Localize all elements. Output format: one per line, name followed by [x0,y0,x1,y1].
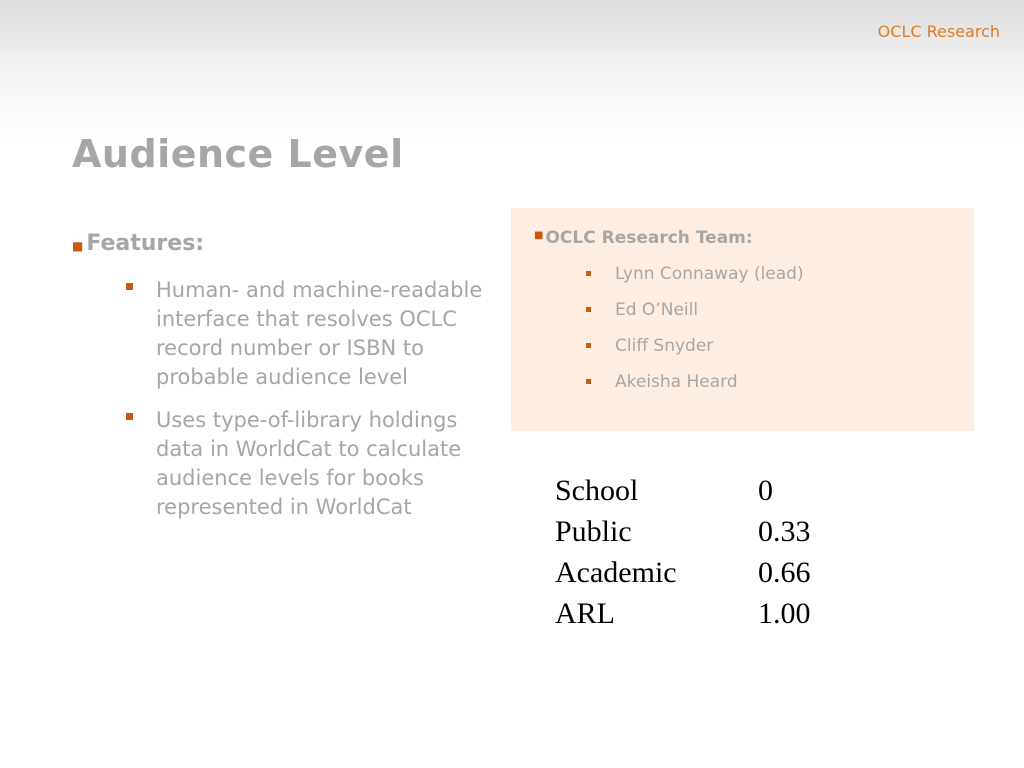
level-value: 1.00 [758,596,811,630]
level-value: 0 [758,473,773,507]
team-heading: OCLC Research Team: [545,228,753,248]
table-row [555,511,811,552]
square-bullet-icon: ■ [534,230,544,241]
level-label: Academic [555,555,677,589]
square-bullet-icon [586,271,591,276]
team-member: Ed O’Neill [615,300,699,320]
level-label: ARL [555,596,615,630]
brand-label: OCLC Research [877,22,1000,41]
level-label: Public [555,514,632,548]
level-value: 0.66 [758,555,811,589]
table-row [555,552,811,593]
square-bullet-icon: ■ [72,239,84,253]
team-member: Akeisha Heard [615,372,738,392]
team-heading-row [534,228,753,248]
square-bullet-icon [586,307,591,312]
team-list [586,263,804,407]
feature-text: Human- and machine-readable interface that resolves OCLC record number or ISBN to probable audience level [156,278,483,389]
features-heading-row [72,230,502,260]
features-list [72,276,502,522]
square-bullet-icon [126,413,133,420]
team-member: Lynn Connaway (lead) [615,264,804,284]
list-item [586,335,804,357]
slide-title: Audience Level [72,132,404,176]
level-label: School [555,473,639,507]
list-item [586,299,804,321]
table-row [555,593,811,634]
square-bullet-icon [586,343,591,348]
features-section [72,230,502,536]
level-value: 0.33 [758,514,811,548]
features-heading: Features: [86,231,205,256]
square-bullet-icon [126,283,133,290]
team-member: Cliff Snyder [615,336,714,356]
team-box [511,208,974,431]
list-item [126,276,502,392]
table-row [555,470,811,511]
list-item [126,406,502,522]
list-item [586,263,804,285]
audience-level-table [555,470,811,634]
list-item [586,371,804,393]
feature-text: Uses type-of-library holdings data in WorldCat to calculate audience levels for books represented in WorldCat [156,408,462,519]
square-bullet-icon [586,379,591,384]
